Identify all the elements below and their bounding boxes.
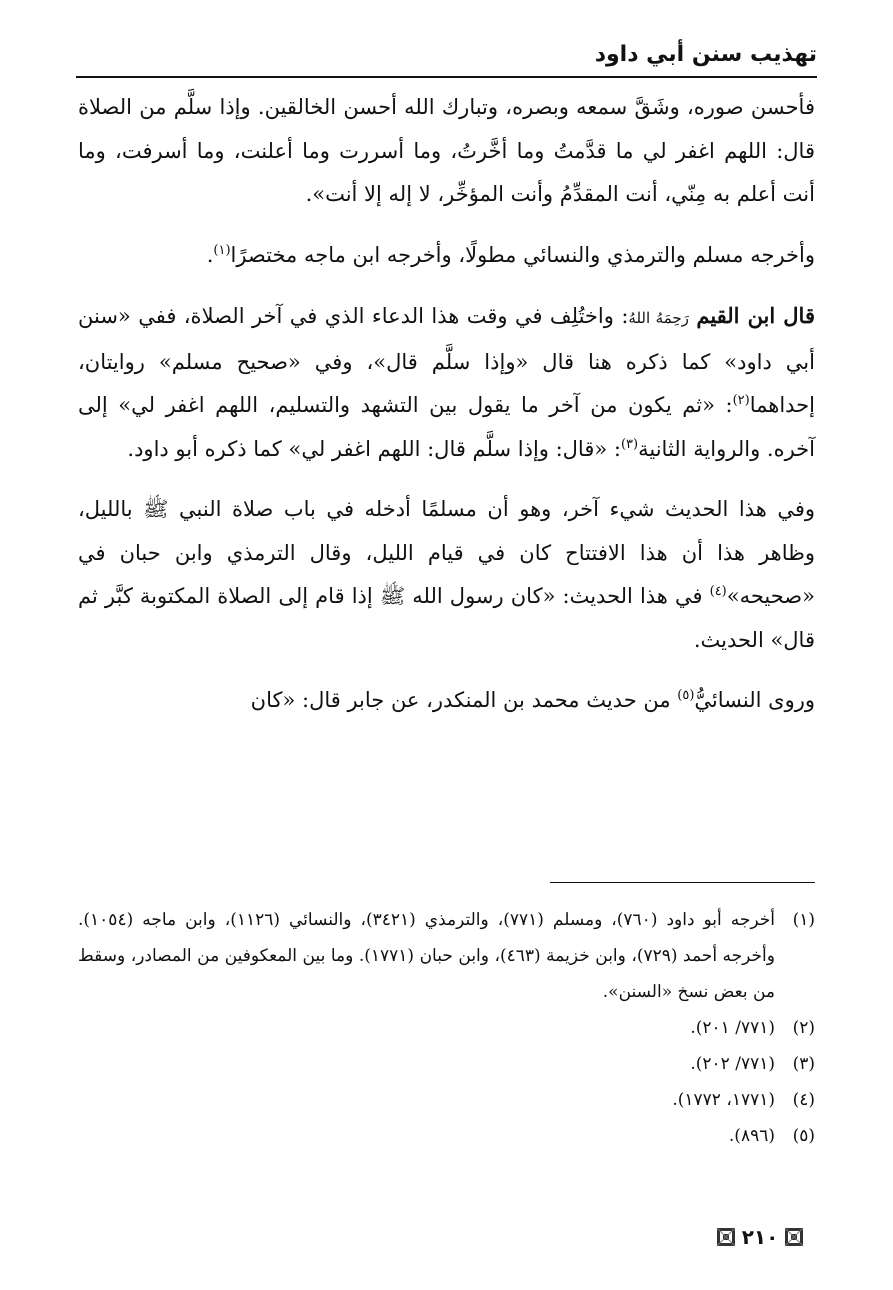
paragraph-5-text-a: وروى النسائيُّ (694, 688, 815, 712)
header-rule (76, 76, 817, 78)
running-header (76, 38, 817, 72)
footnote-text: أخرجه أبو داود (٧٦٠)، ومسلم (٧٧١)، والترمذي (٣٤٢١)، والنسائي (١١٢٦)، وابن ماجه (١٠٥٤). وأخرجه أحمد (٧٢٩)، وابن خزيمة (٤٦٣)، وابن حبان (١٧٧١). وما بين المعكوفين من المصادر، وسقط من بعض نسخ «السنن». (78, 910, 775, 1002)
footnote-separator (550, 882, 815, 883)
page-folio (700, 1222, 820, 1252)
footnote-ref-5[interactable]: (٥) (677, 688, 695, 703)
honorific-phrase: رَحِمَهُ اللهُ (628, 309, 689, 327)
paragraph-2-end: . (206, 242, 214, 267)
footnote-text: (٧٧١/ ٢٠٢). (690, 1054, 775, 1074)
paragraph-3-text-b: : «ثم يكون من آخر ما يقول بين التشهد والتسليم، اللهم اغفر لي» إلى آخره. والرواية الثانية (78, 393, 815, 461)
footnote (78, 902, 815, 1010)
footnote-number: (١) (792, 910, 815, 930)
footnotes (78, 902, 815, 1154)
footnote-number: (٣) (792, 1054, 815, 1074)
paragraph-1-text: فأحسن صوره، وشَقَّ سمعه وبصره، وتبارك الله أحسن الخالقين. وإذا سلَّم من الصلاة قال: اللهم اغفر لي ما قدَّمتُ وما أخَّرتُ، وما أسررت وما أعلنت، وما أسرفت، وما أنت أعلم به مِنّي، أنت المقدِّمُ وأنت المؤخِّر، لا إله إلا أنت». (78, 95, 815, 206)
footnote-ref-4[interactable]: (٤) (709, 584, 727, 599)
footnote-ref-3[interactable]: (٣) (620, 436, 639, 452)
footnote (78, 1082, 815, 1118)
speaker-name: قال ابن القيم (696, 303, 815, 328)
paragraph-3 (78, 294, 815, 471)
footnote-number: (٤) (792, 1090, 815, 1110)
footnote-text: (٨٩٦). (728, 1126, 775, 1146)
paragraph-1 (78, 86, 815, 217)
book-title: تهذيب سنن أبي داود (594, 42, 817, 67)
paragraph-5 (78, 679, 815, 723)
footnote (78, 1046, 815, 1082)
footnote-number: (٥) (792, 1126, 815, 1146)
footnote-text: (١٧٧١، ١٧٧٢). (672, 1090, 775, 1110)
footnote-text: (٧٧١/ ٢٠١). (690, 1018, 775, 1038)
footnote-ref-1[interactable]: (١) (213, 242, 231, 258)
paragraph-4-text-b: في هذا الحديث: «كان رسول الله ﷺ إذا قام إلى الصلاة المكتوبة كبَّر ثم قال» الحديث. (78, 584, 815, 652)
paragraph-4 (78, 488, 815, 662)
paragraph-4-text-a: وفي هذا الحديث شيء آخر، وهو أن مسلمًا أدخله في باب صلاة النبي ﷺ بالليل، وظاهر هذا أن هذا الافتتاح كان في قيام الليل، وقال الترمذي وابن حبان في «صحيحه» (78, 497, 815, 608)
square-ornament-icon (716, 1227, 736, 1247)
page-number: ٢١٠ (741, 1225, 779, 1249)
paragraph-2-text: وأخرجه مسلم والترمذي والنسائي مطولًا، وأخرجه ابن ماجه مختصرًا (230, 242, 815, 267)
footnote (78, 1118, 815, 1154)
square-ornament-icon (784, 1227, 804, 1247)
footnote (78, 1010, 815, 1046)
paragraph-5-text-b: من حديث محمد بن المنكدر، عن جابر قال: «كان (250, 688, 678, 712)
paragraph-3-text-c: : «قال: وإذا سلَّم قال: اللهم اغفر لي» كما ذكره أبو داود. (127, 436, 621, 461)
paragraph-2 (78, 234, 815, 278)
paragraph-3-text-a: : واختُلِف في وقت هذا الدعاء الذي في آخر الصلاة، ففي «سنن أبي داود» كما ذكره هنا قال «وإذا سلَّم قال»، وفي «صحيح مسلم» روايتان، إحداهما (78, 304, 815, 417)
footnote-ref-2[interactable]: (٢) (732, 393, 750, 408)
footnote-number: (٢) (792, 1018, 815, 1038)
main-text (78, 86, 815, 740)
